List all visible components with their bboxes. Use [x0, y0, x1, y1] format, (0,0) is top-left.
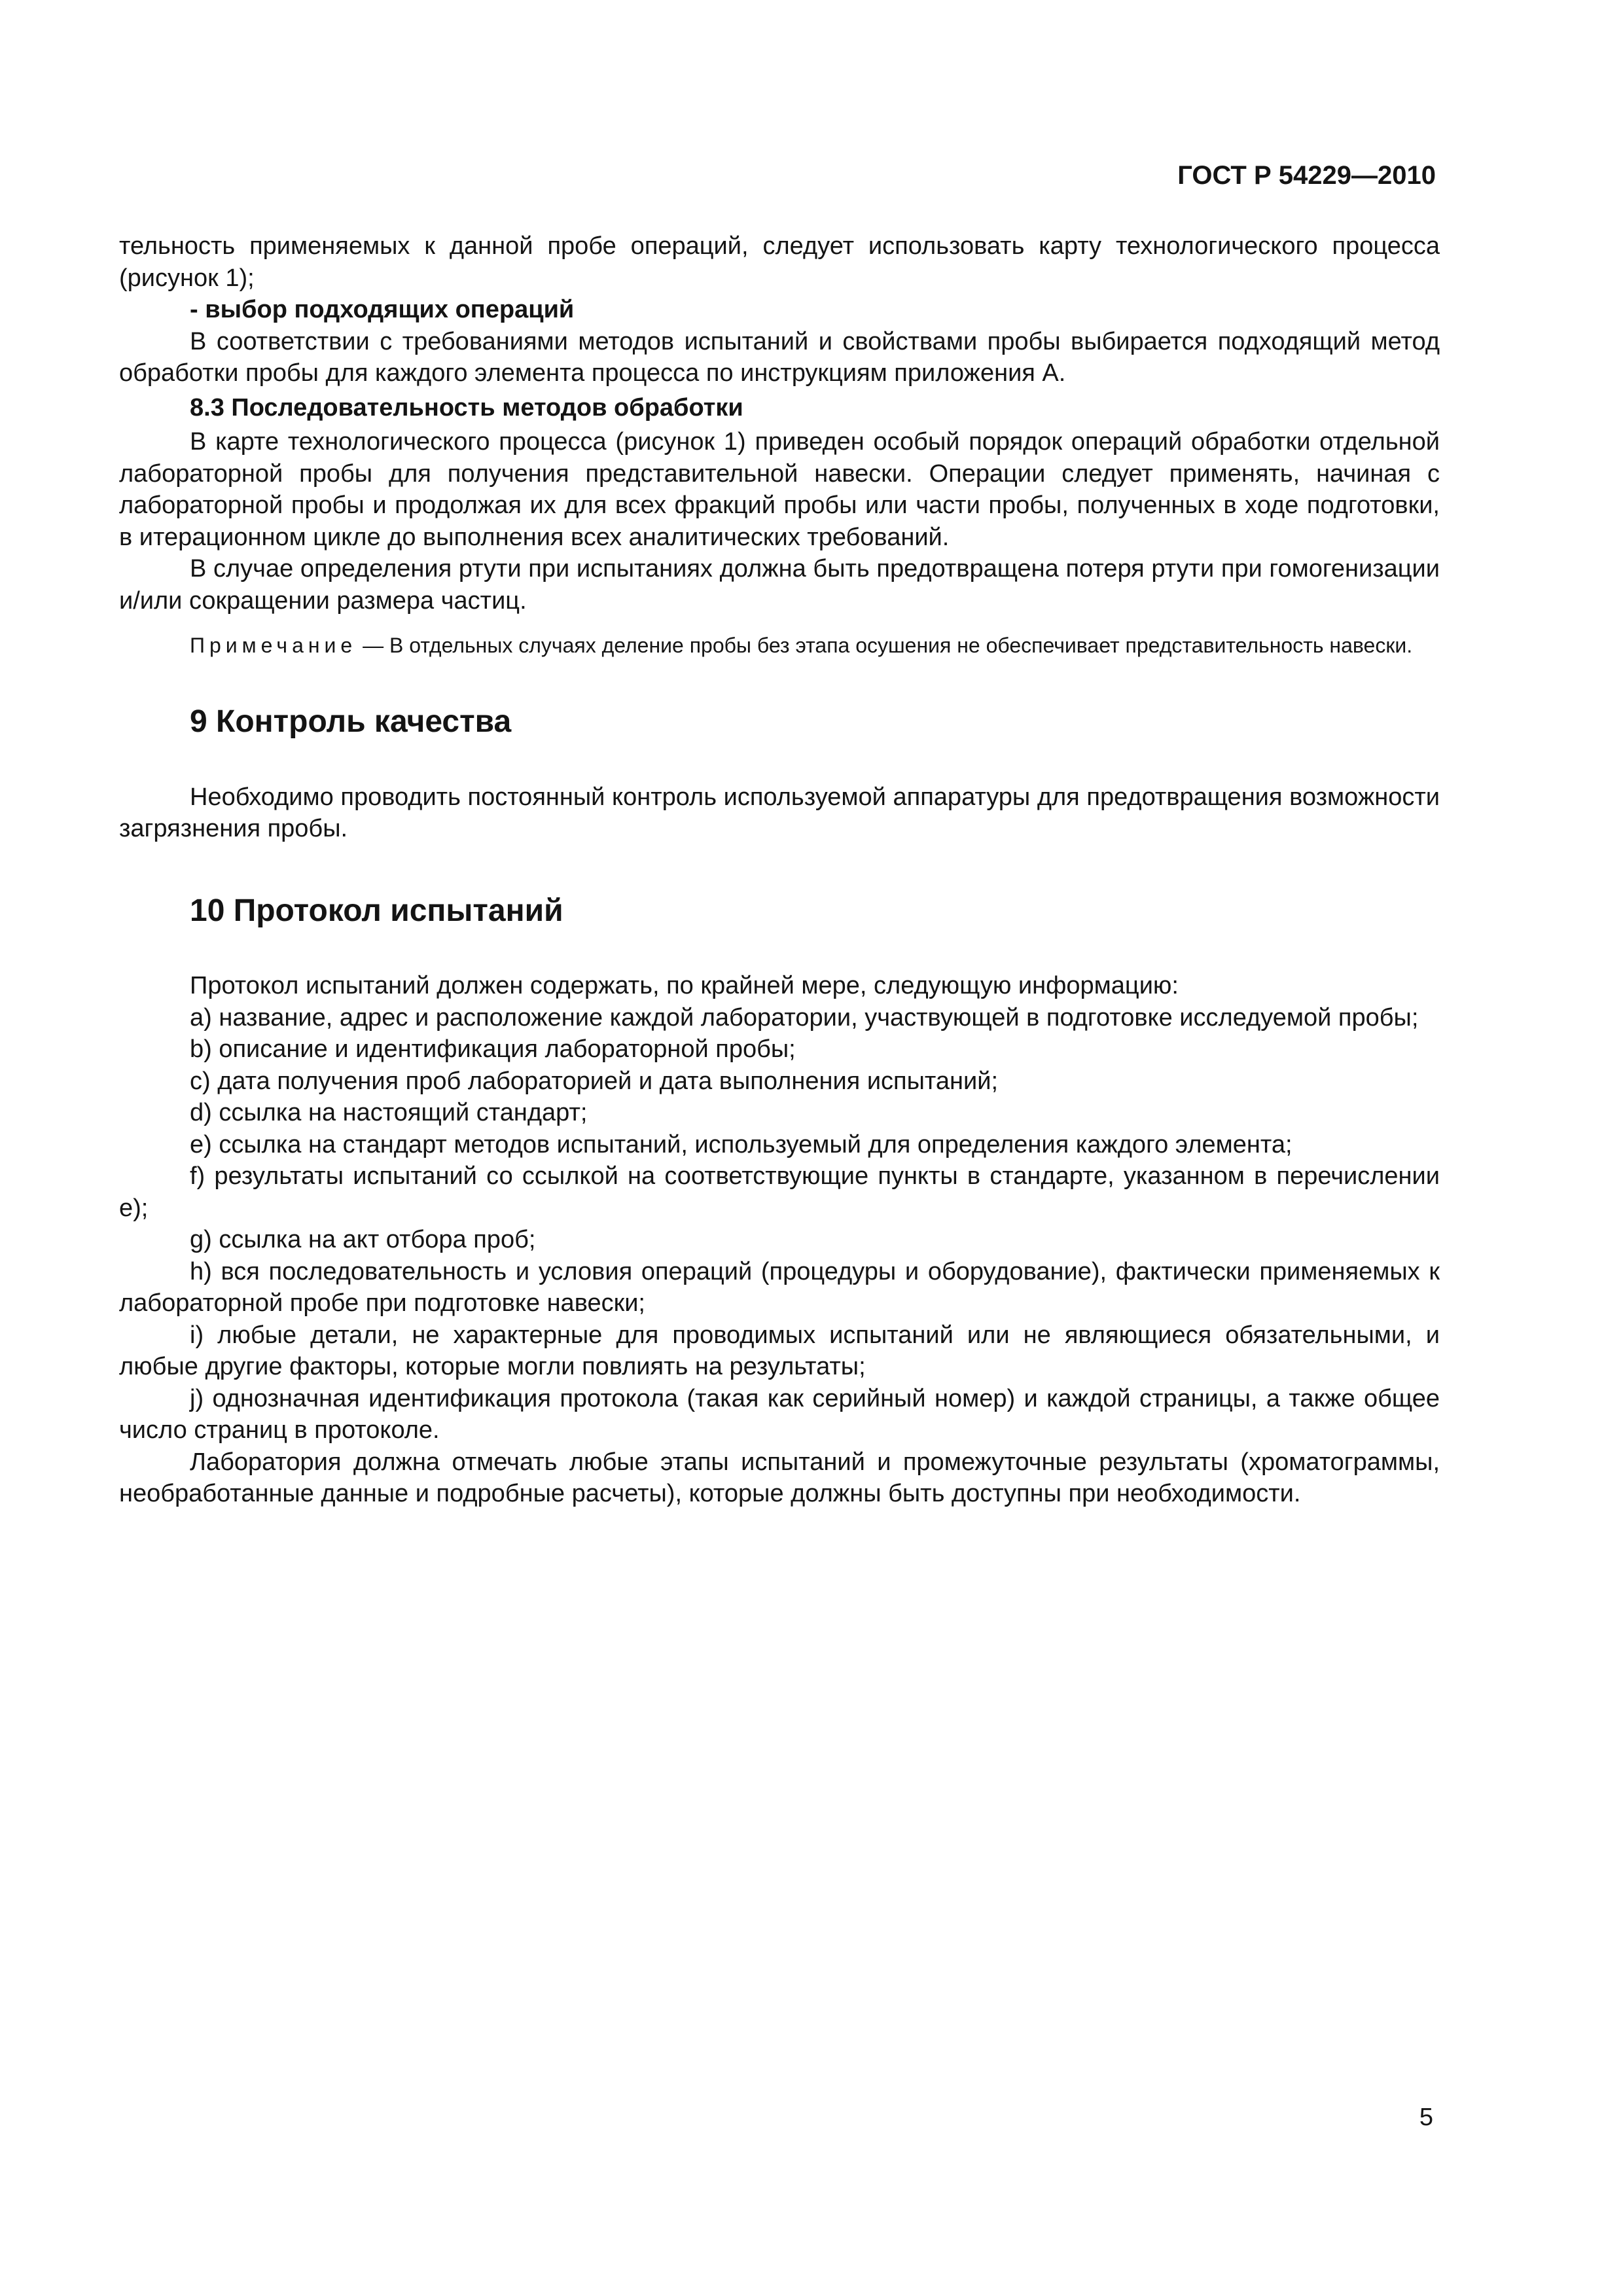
document-body: [119, 230, 1440, 1510]
list-item: d) ссылка на настоящий стандарт;: [190, 1099, 588, 1127]
paragraph: Необходимо проводить постоянный контроль используемой аппаратуры для предотвращения возможности загрязнения пробы.: [119, 783, 1440, 843]
list-item: i) любые детали, не характерные для проводимых испытаний или не являющиеся обязательными, и любые другие факторы, которые могли повлиять на результаты;: [119, 1321, 1440, 1381]
list-item: а) название, адрес и расположение каждой лаборатории, участвующей в подготовке исследуемой пробы;: [190, 1003, 1419, 1031]
list-item: е) ссылка на стандарт методов испытаний, используемый для определения каждого элемента;: [190, 1130, 1293, 1158]
note-label: Примечание: [190, 634, 357, 657]
list-item: b) описание и идентификация лабораторной пробы;: [190, 1035, 796, 1064]
list-item: f) результаты испытаний со ссылкой на соответствующие пункты в стандарте, указанном в перечислении е);: [119, 1162, 1440, 1222]
paragraph: В случае определения ртути при испытаниях должна быть предотвращена потеря ртути при гомогенизации и/или сокращении размера частиц.: [119, 555, 1440, 615]
list-item: j) однозначная идентификация протокола (такая как серийный номер) и каждой страницы, а также общее число страниц в протоколе.: [119, 1384, 1440, 1444]
list-item: g) ссылка на акт отбора проб;: [190, 1226, 536, 1254]
document-id-header: ГОСТ Р 54229—2010: [1177, 161, 1436, 190]
paragraph: Протокол испытаний должен содержать, по крайней мере, следующую информацию:: [190, 972, 1179, 1000]
paragraph: Лаборатория должна отмечать любые этапы испытаний и промежуточные результаты (хроматограммы, необработанные данные и подробные расчеты), которые должны быть доступны при необходимости.: [119, 1448, 1440, 1508]
list-item: c) дата получения проб лабораторией и дата выполнения испытаний;: [190, 1067, 999, 1095]
section-heading-10: 10 Протокол испытаний: [190, 893, 563, 928]
note-text: — В отдельных случаях деление пробы без этапа осушения не обеспечивает представительность навески.: [357, 634, 1413, 657]
list-item: h) вся последовательность и условия операций (процедуры и оборудование), фактически применяемых к лабораторной пробе при подготовке навески;: [119, 1257, 1440, 1318]
paragraph: В соответствии с требованиями методов испытаний и свойствами пробы выбирается подходящий метод обработки пробы для каждого элемента процесса по инструкциям приложения А.: [119, 327, 1440, 387]
section-heading-9: 9 Контроль качества: [190, 704, 512, 739]
paragraph: В карте технологического процесса (рисунок 1) приведен особый порядок операций обработки отдельной лабораторной пробы для получения представительной навески. Операции следует применять, начиная с лабораторной пробы и продолжая их для всех фракций пробы или части пробы, полученных в ходе подготовки, в итерационном цикле до выполнения всех аналитических требований.: [119, 428, 1440, 551]
paragraph-continuation: тельность применяемых к данной пробе операций, следует использовать карту технологического процесса (рисунок 1);: [119, 232, 1440, 292]
subsection-heading-8-3: 8.3 Последовательность методов обработки: [190, 393, 743, 422]
note: [119, 630, 1440, 661]
list-item-bold: - выбор подходящих операций: [190, 296, 575, 323]
page-number: 5: [1419, 2104, 1433, 2131]
